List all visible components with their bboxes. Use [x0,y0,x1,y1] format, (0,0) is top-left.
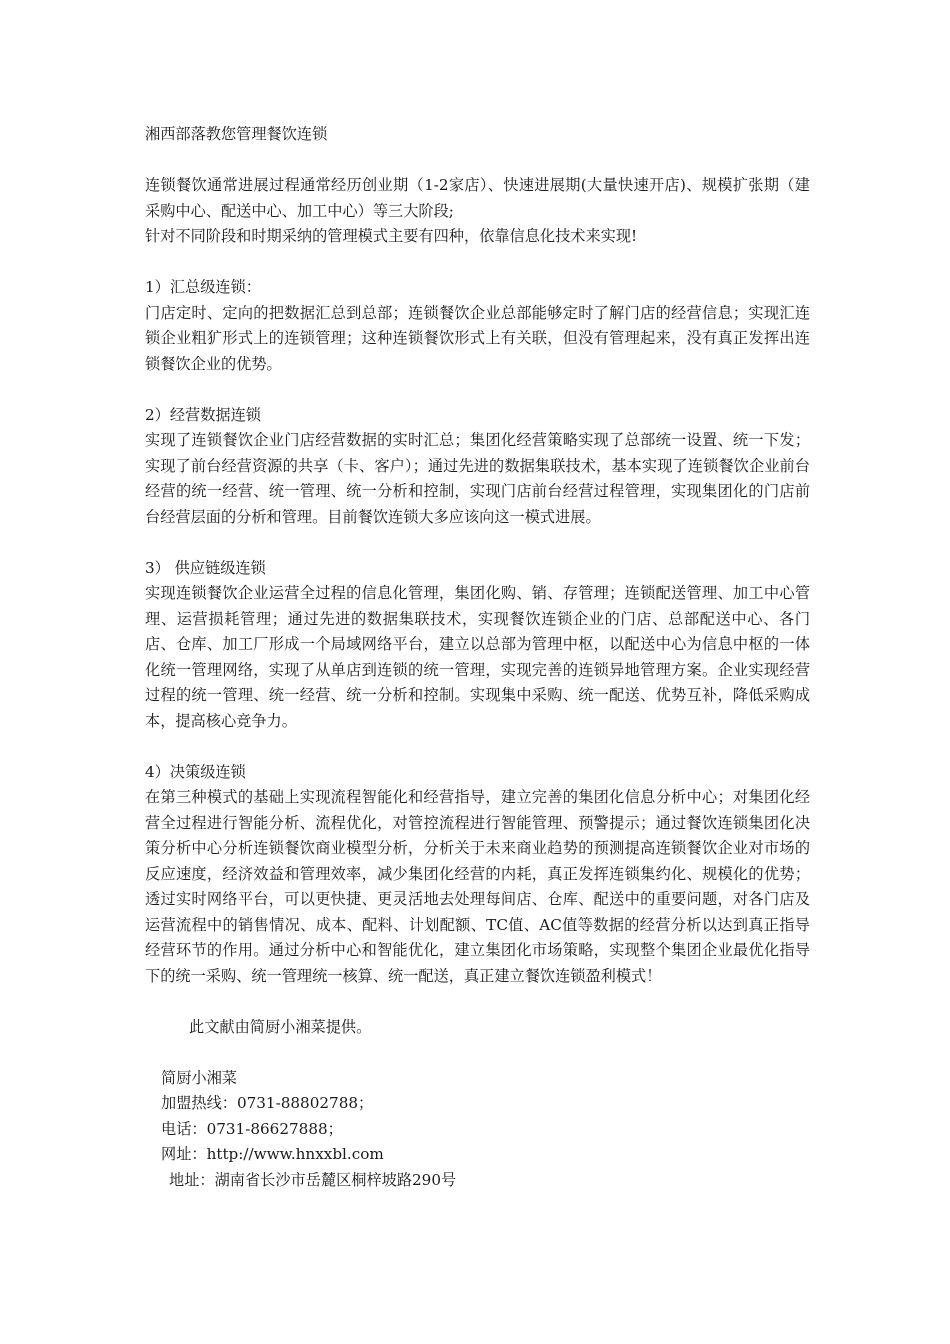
spacer [145,250,810,276]
contact-name: 简厨小湘菜 [161,1068,237,1087]
section-3-heading: 3） 供应链级连锁 [145,558,266,577]
section-3-body: 实现连锁餐饮企业运营全过程的信息化管理，集团化购、销、存管理；连锁配送管理、加工中心管理、运营损耗管理；通过先进的数据集联技术，实现餐饮连锁企业的门店、总部配送中心、各门店、仓库、加工厂形成一个局域网络平台，建立以总部为管理中枢，以配送中心为信息中枢的一体化统一管理网络，实现了从单店到连锁的统一管理，实现完善的连锁异地管理方案。企业实现经营过程的统一管理、统一经营、统一分析和控制。实现集中采购、统一配送、优势互补，降低采购成本，提高核心竞争力。 [145,584,810,730]
section-4-heading: 4）决策级连锁 [145,762,246,781]
contact-phone: 电话：0731-86627888； [161,1119,343,1138]
spacer [145,734,810,760]
contact-website: 网址：http://www.hnxxbl.com [161,1145,384,1163]
credit-line: 此文献由简厨小湘菜提供。 [189,1017,372,1036]
intro-paragraph-1: 连锁餐饮通常进展过程通常经历创业期（1-2家店）、快速进展期(大量快速开店)、规模扩张期（建采购中心、配送中心、加工中心）等三大阶段; [145,176,810,220]
spacer [145,1040,810,1066]
document-title: 湘西部落教您管理餐饮连锁 [145,125,328,143]
intro-paragraph-2: 针对不同阶段和时期采纳的管理模式主要有四种，依靠信息化技术来实现! [145,227,638,245]
spacer [145,148,810,174]
spacer [145,377,810,403]
section-2-heading: 2）经营数据连锁 [145,405,261,424]
contact-hotline: 加盟热线：0731-88802788； [161,1094,374,1112]
section-4-body: 在第三种模式的基础上实现流程智能化和经营指导，建立完善的集团化信息分析中心；对集团化经营全过程进行智能分析、流程优化，对管控流程进行智能管理、预警提示；通过餐饮连锁集团化决策分析中心分析连锁餐饮商业模型分析，分析关于未来商业趋势的预测提高连锁餐饮企业对市场的反应速度，经济效益和管理效率，减少集团化经营的内耗，真正发挥连锁集约化、规模化的优势； 透过实时网络平台，可以更快捷、更灵活地去处理每间店、仓库、配送中的重要问题，对各门店及运营流程中的销售情况、成本、配料、计划配额、TC值、AC值等数据的经营分析以达到真正指导经营环节的作用。通过分析中心和智能优化，建立集团化市场策略，实现整个集团企业最优化指导下的统一采购、统一管理统一核算、统一配送，真正建立餐饮连锁盈利模式！ [145,788,810,985]
spacer [145,530,810,556]
section-1-heading: 1）汇总级连锁： [145,278,261,296]
section-1-body: 门店定时、定向的把数据汇总到总部；连锁餐饮企业总部能够定时了解门店的经营信息；实现汇连锁企业粗犷形式上的连锁管理；这种连锁餐饮形式上有关联，但没有管理起来，没有真正发挥出连锁餐饮企业的优势。 [145,303,810,373]
spacer [145,989,810,1015]
document-page [145,122,810,1193]
contact-address: 地址：湖南省长沙市岳麓区桐梓坡路290号 [169,1170,457,1189]
section-2-body: 实现了连锁餐饮企业门店经营数据的实时汇总；集团化经营策略实现了总部统一设置、统一下发；实现了前台经营资源的共享（卡、客户）；通过先进的数据集联技术，基本实现了连锁餐饮企业前台经营的统一经营、统一管理、统一分析和控制，实现门店前台经营过程管理，实现集团化的门店前台经营层面的分析和管理。目前餐饮连锁大多应该向这一模式进展。 [145,431,810,526]
